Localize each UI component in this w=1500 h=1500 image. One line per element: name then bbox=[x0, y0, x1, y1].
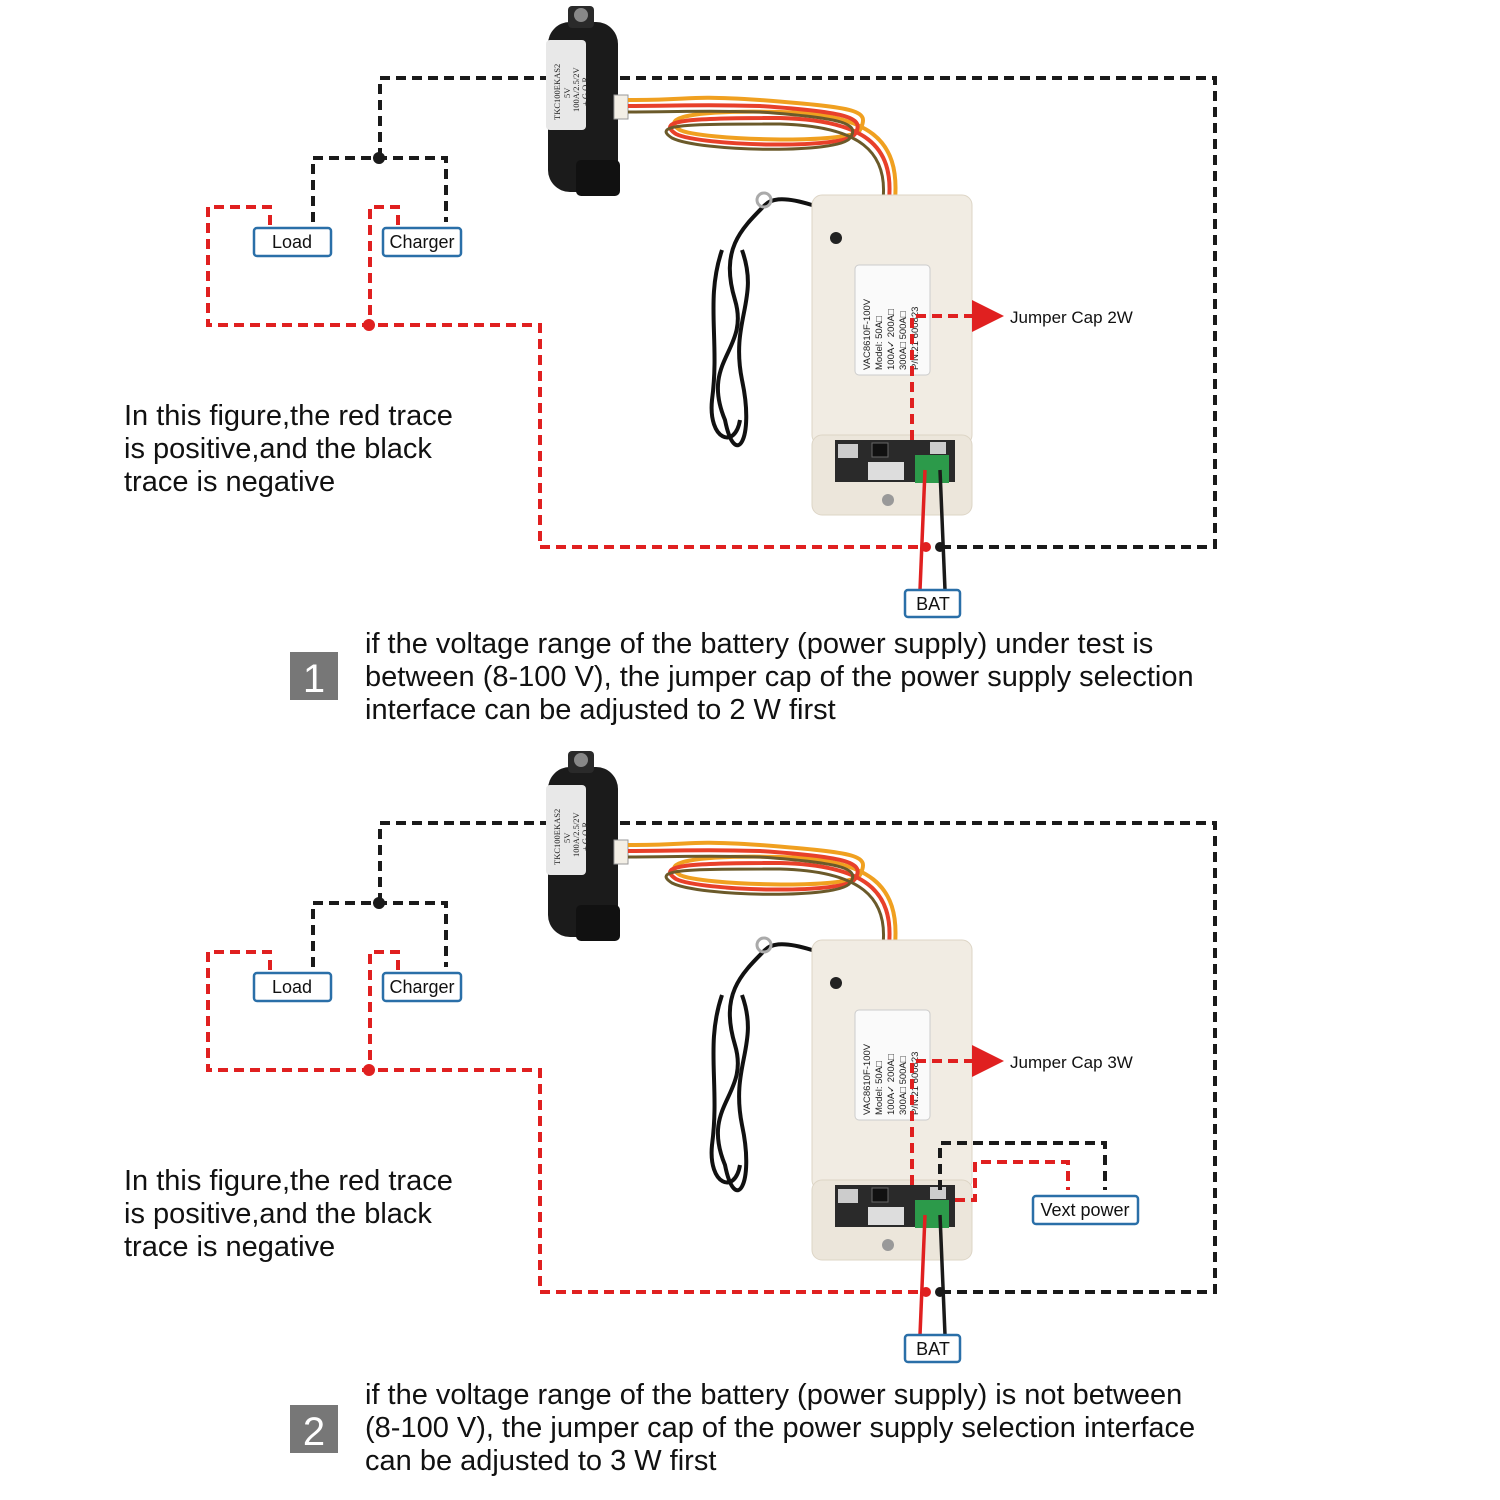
panel-1 bbox=[124, 6, 1215, 726]
vext-power-label: Vext power bbox=[1040, 1200, 1130, 1220]
step-description bbox=[365, 628, 1194, 726]
trace-caption bbox=[124, 400, 453, 498]
panel-2 bbox=[124, 751, 1215, 1477]
bat-label: BAT bbox=[916, 594, 950, 614]
svg-text:100A✓ 200A□: 100A✓ 200A□ bbox=[886, 1054, 897, 1115]
positive-junction bbox=[363, 1064, 375, 1076]
svg-text:300A□ 500A□: 300A□ 500A□ bbox=[898, 1056, 909, 1115]
svg-text:if the voltage range of the ba: if the voltage range of the battery (power supply) is not between bbox=[365, 1379, 1183, 1411]
svg-text:Model: 50A□: Model: 50A□ bbox=[874, 1061, 885, 1115]
svg-text:(8-100 V), the jumper cap of t: (8-100 V), the jumper cap of the power supply selection interface bbox=[365, 1412, 1196, 1444]
svg-text:VAC8610F-100V: VAC8610F-100V bbox=[862, 1043, 873, 1115]
svg-text:P/N:21 600823: P/N:21 600823 bbox=[910, 1051, 921, 1115]
bat-label: BAT bbox=[916, 1339, 950, 1359]
svg-text:if the voltage range of the ba: if the voltage range of the battery (power supply) under test is bbox=[365, 628, 1154, 660]
svg-text:100A✓ 200A□: 100A✓ 200A□ bbox=[886, 309, 897, 370]
svg-text:is positive,and the black: is positive,and the black bbox=[124, 1198, 432, 1230]
negative-junction bbox=[373, 152, 385, 164]
svg-text:100A/2.5/2V: 100A/2.5/2V bbox=[571, 812, 581, 857]
svg-text:+ G O R: + G O R bbox=[580, 821, 590, 851]
svg-text:100A/2.5/2V: 100A/2.5/2V bbox=[571, 67, 581, 112]
svg-text:In this figure,the red trace: In this figure,the red trace bbox=[124, 400, 453, 432]
svg-text:between (8-100 V), the jumper: between (8-100 V), the jumper cap of the power supply selection bbox=[365, 661, 1194, 693]
svg-text:In this figure,the red trace: In this figure,the red trace bbox=[124, 1165, 453, 1197]
svg-text:300A□ 500A□: 300A□ 500A□ bbox=[898, 311, 909, 370]
step-number: 2 bbox=[302, 1410, 326, 1454]
charger-label: Charger bbox=[389, 977, 455, 997]
load-label: Load bbox=[271, 232, 313, 252]
svg-text:TKC100EKAS2: TKC100EKAS2 bbox=[552, 808, 562, 865]
load-label: Load bbox=[271, 977, 313, 997]
step-number: 1 bbox=[302, 657, 326, 701]
svg-text:5V: 5V bbox=[562, 87, 572, 98]
svg-text:VAC8610F-100V: VAC8610F-100V bbox=[862, 298, 873, 370]
svg-text:P/N:21 600823: P/N:21 600823 bbox=[910, 306, 921, 370]
svg-text:5V: 5V bbox=[562, 832, 572, 843]
jumper-cap-label: Jumper Cap 3W bbox=[1010, 1053, 1133, 1072]
svg-text:TKC100EKAS2: TKC100EKAS2 bbox=[552, 63, 562, 120]
svg-text:trace is negative: trace is negative bbox=[124, 1231, 336, 1263]
svg-text:can be adjusted to 3 W first: can be adjusted to 3 W first bbox=[365, 1445, 717, 1477]
svg-text:trace is negative: trace is negative bbox=[124, 466, 336, 498]
jumper-cap-label: Jumper Cap 2W bbox=[1010, 308, 1133, 327]
negative-junction bbox=[373, 897, 385, 909]
svg-text:+ G O R: + G O R bbox=[580, 76, 590, 106]
svg-text:is positive,and the black: is positive,and the black bbox=[124, 433, 432, 465]
trace-caption bbox=[124, 1165, 453, 1263]
positive-junction bbox=[363, 319, 375, 331]
charger-label: Charger bbox=[389, 232, 455, 252]
step-description bbox=[365, 1379, 1195, 1477]
svg-text:Model: 50A□: Model: 50A□ bbox=[874, 316, 885, 370]
svg-text:interface can be adjusted to 2: interface can be adjusted to 2 W first bbox=[365, 694, 836, 726]
